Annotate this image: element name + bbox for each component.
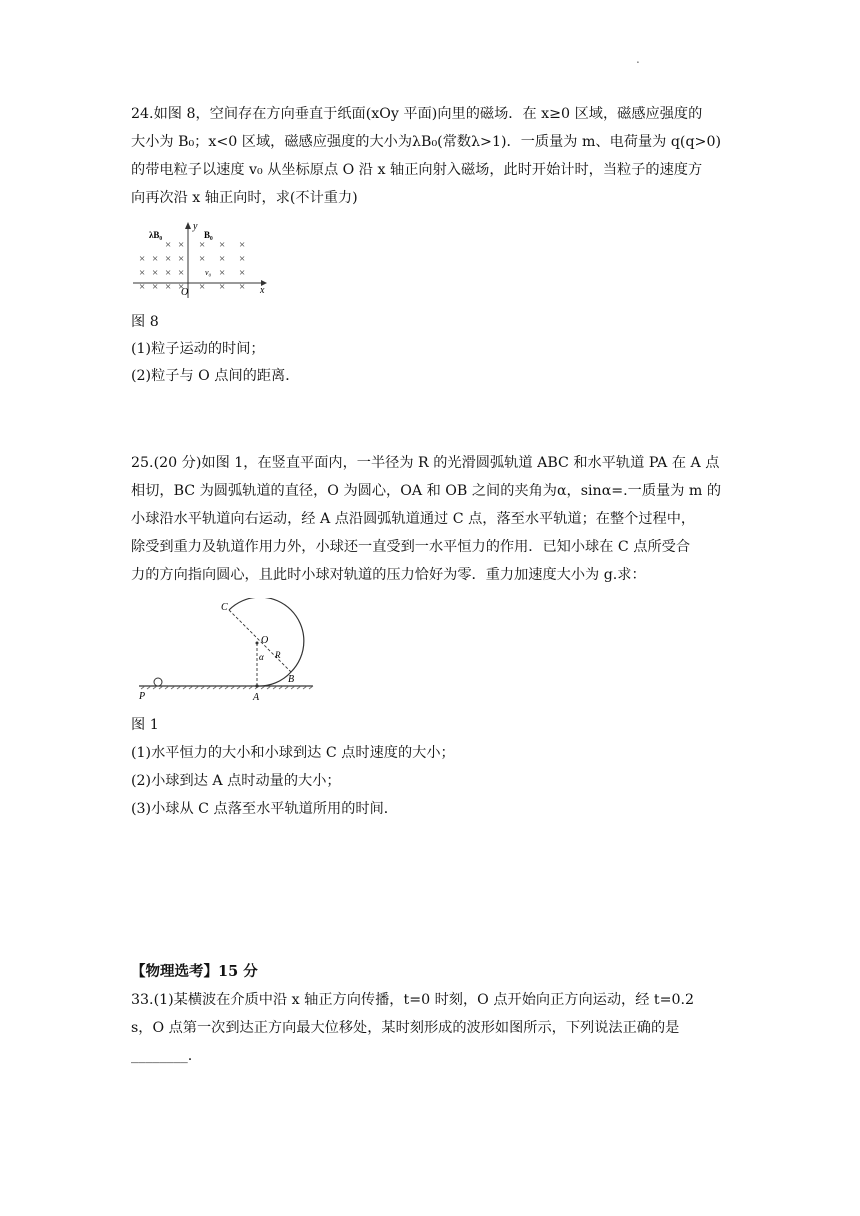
field-mark: × <box>165 281 172 293</box>
q25-line-5: 力的方向指向圆心，且此时小球对轨道的压力恰好为零．重力加速度大小为 g.求： <box>131 567 646 583</box>
q24-line-1: 24.如图 8，空间存在方向垂直于纸面(xOy 平面)向里的磁场．在 x≥0 区域，磁感应强度的 <box>131 106 703 122</box>
q24-line-3: 的带电粒子以速度 v₀ 从坐标原点 O 沿 x 轴正向射入磁场，此时开始计时，当粒子的速度方 <box>131 162 703 178</box>
label-O: O <box>261 635 269 646</box>
y-axis-label: y <box>193 221 198 232</box>
field-mark: × <box>199 239 206 251</box>
label-P: P <box>139 691 146 702</box>
field-mark: × <box>178 281 185 293</box>
field-mark: × <box>239 267 246 279</box>
field-mark: × <box>199 253 206 265</box>
label-R: R <box>275 650 281 660</box>
field-mark: × <box>165 267 172 279</box>
label-C: C <box>221 602 228 613</box>
q24-sub2: (2)粒子与 O 点间的距离． <box>131 368 300 384</box>
field-mark: × <box>152 281 159 293</box>
q33-text <box>131 986 743 1070</box>
field-mark: × <box>219 281 226 293</box>
velocity-label: v₀ <box>205 268 212 277</box>
q24-sub1: (1)粒子运动的时间； <box>131 341 265 357</box>
q25-line-1: 25.(20 分)如图 1，在竖直平面内，一半径为 R 的光滑圆弧轨道 ABC 和水平轨道 PA 在 A 点 <box>131 455 720 471</box>
q25-caption: 图 1 <box>131 717 159 733</box>
label-alpha: α <box>259 652 264 662</box>
q33-line-2: s，O 点第一次到达正方向最大位移处，某时刻形成的波形如图所示，下列说法正确的是 <box>131 1020 680 1036</box>
field-mark: × <box>178 239 185 251</box>
q25-line-4: 除受到重力及轨道作用力外，小球还一直受到一水平恒力的作用．已知小球在 C 点所受合 <box>131 539 691 555</box>
field-mark: × <box>139 267 146 279</box>
origin-label: O <box>181 287 189 298</box>
q25-line-2: 相切，BC 为圆弧轨道的直径，O 为圆心，OA 和 OB 之间的夹角为α，sinα=.一质量为 m 的 <box>131 483 722 499</box>
q25-sub3: (3)小球从 C 点落至水平轨道所用的时间． <box>131 801 398 817</box>
field-mark: × <box>152 267 159 279</box>
q25-text <box>131 449 743 589</box>
field-mark: × <box>139 253 146 265</box>
field-mark: × <box>219 239 226 251</box>
q24-figure <box>131 220 271 300</box>
right-field-label: B₀ <box>204 230 213 240</box>
x-axis-label: x <box>260 285 265 296</box>
field-mark: × <box>219 253 226 265</box>
field-mark: × <box>139 281 146 293</box>
q25-line-3: 小球沿水平轨道向右运动，经 A 点沿圆弧轨道通过 C 点，落至水平轨道；在整个过程中， <box>131 511 696 527</box>
q33-line-1: 33.(1)某横波在介质中沿 x 轴正方向传播，t=0 时刻，O 点开始向正方向运动，经 t=0.2 <box>131 992 695 1008</box>
field-mark: × <box>199 281 206 293</box>
q33-heading: 【物理选考】15 分 <box>131 963 258 980</box>
field-mark: × <box>178 267 185 279</box>
field-mark: × <box>152 253 159 265</box>
field-mark: × <box>165 239 172 251</box>
q24-line-4: 向再次沿 x 轴正向时，求(不计重力) <box>131 190 358 206</box>
q24-text <box>131 100 743 212</box>
field-mark: × <box>239 253 246 265</box>
q25-sub2: (2)小球到达 A 点时动量的大小； <box>131 773 341 789</box>
q33-line-3: ________. <box>131 1048 193 1064</box>
field-mark: × <box>178 253 185 265</box>
q24-caption: 图 8 <box>131 314 159 330</box>
header-dot: . <box>636 52 640 66</box>
field-mark: × <box>219 267 226 279</box>
q25-sub1: (1)水平恒力的大小和小球到达 C 点时速度的大小； <box>131 745 455 761</box>
label-B: B <box>288 674 295 685</box>
field-mark: × <box>239 239 246 251</box>
field-marks <box>139 239 245 293</box>
q24-line-2: 大小为 B₀；x<0 区域，磁感应强度的大小为λB₀(常数λ>1)．一质量为 m、电荷量为 q(q>0) <box>131 134 722 150</box>
left-field-label: λB₀ <box>149 230 163 240</box>
label-A: A <box>253 692 260 703</box>
field-mark: × <box>239 281 246 293</box>
field-mark: × <box>165 253 172 265</box>
q25-figure <box>131 598 321 708</box>
